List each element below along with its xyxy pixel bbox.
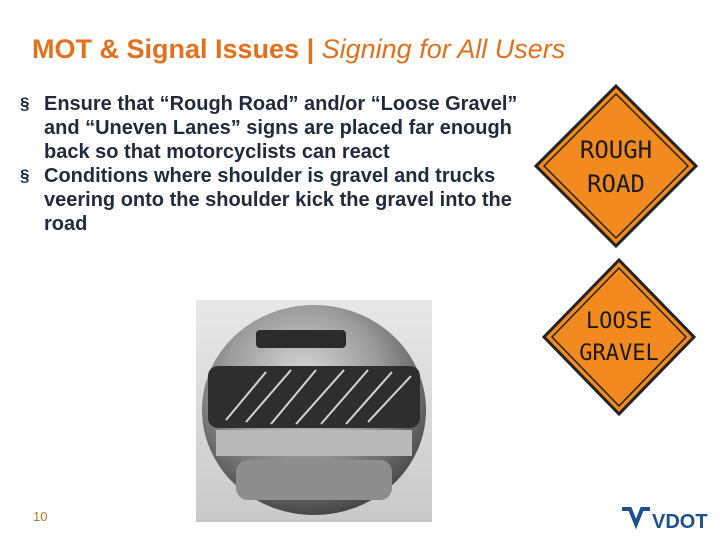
bullet-list (20, 92, 525, 236)
bullet-marker: § (20, 94, 30, 113)
title-main: MOT & Signal Issues (32, 34, 300, 64)
bullet-text: Conditions where shoulder is gravel and trucks veering onto the shoulder kick the gravel into the road (44, 165, 512, 235)
sign-line-1: ROUGH (579, 136, 653, 164)
slide-title (32, 34, 692, 65)
bullet-item (20, 92, 525, 164)
bullet-marker: § (20, 166, 30, 185)
sign-line-2: ROAD (587, 170, 645, 198)
title-subtitle: Signing for All Users (321, 34, 566, 64)
vdot-logo (620, 504, 712, 534)
sign-line-2: GRAVEL (579, 341, 659, 366)
rough-road-sign (532, 82, 700, 250)
logo-text: VDOT (652, 511, 708, 533)
bullet-item (20, 164, 525, 236)
sign-line-1: LOOSE (585, 309, 653, 334)
loose-gravel-sign (540, 256, 698, 418)
slide-number: 10 (33, 509, 48, 524)
damaged-helmet-photo (196, 300, 432, 522)
bullet-text: Ensure that “Rough Road” and/or “Loose Gravel” and “Uneven Lanes” signs are placed far enough back so that motorcyclists can react (44, 93, 518, 163)
title-separator: | (299, 34, 322, 64)
